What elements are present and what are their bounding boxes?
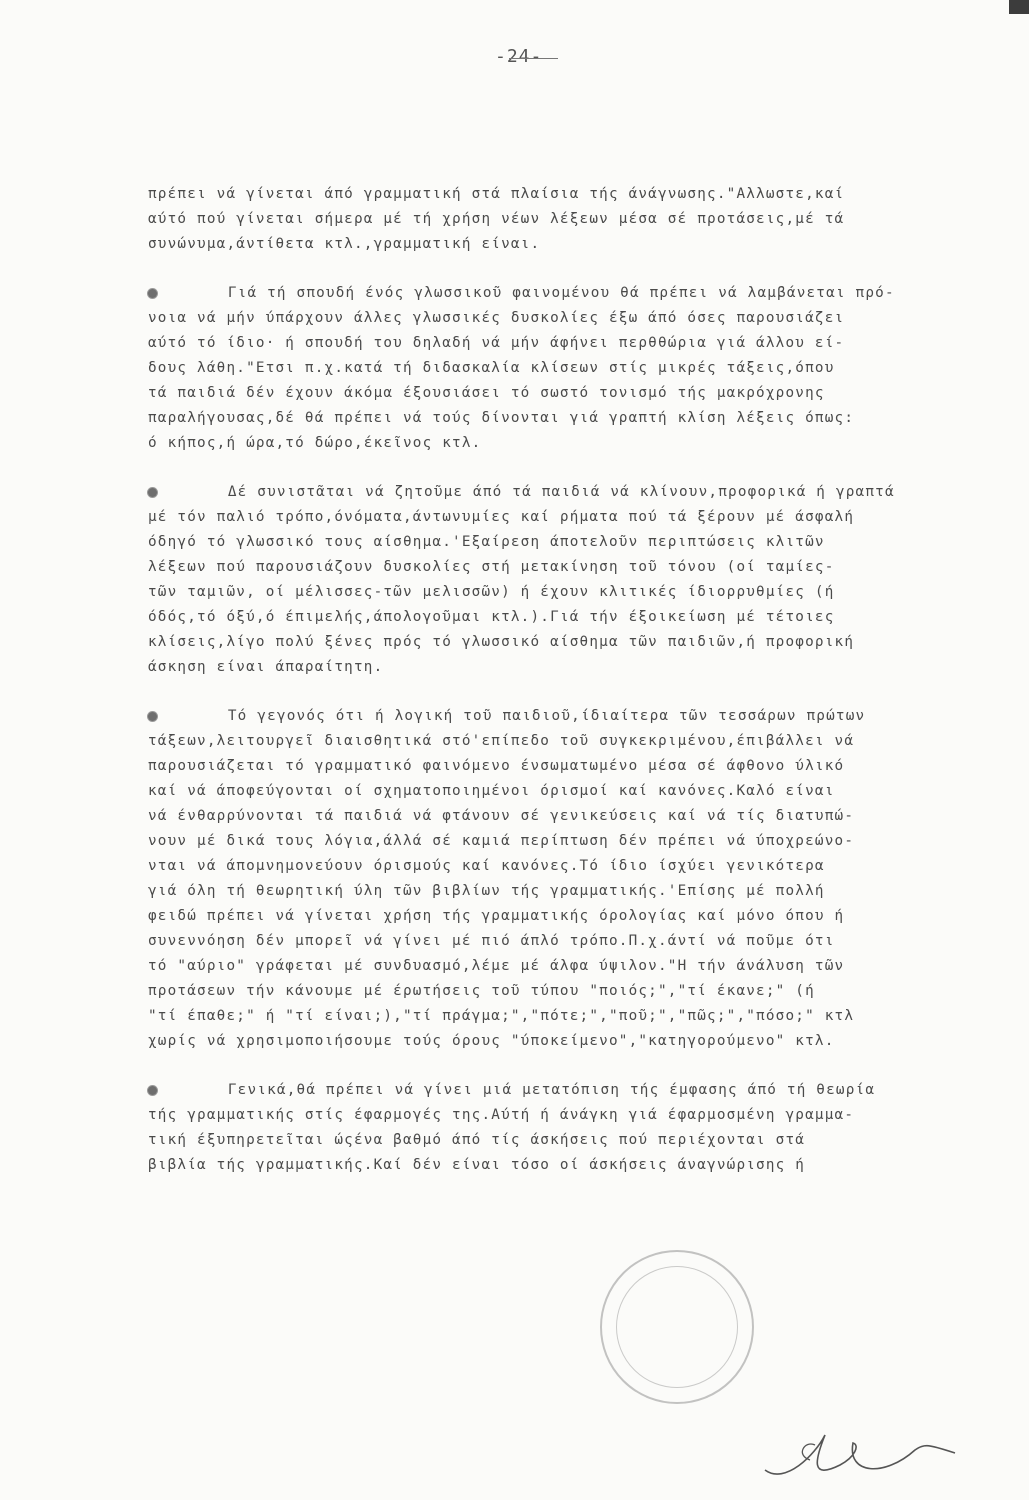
text-line	[148, 1004, 1018, 1029]
line-text: όδός,τό όξύ,ό έπιμελής,άπολογοῦμαι κτλ.).Γιά τήν έξοικείωση μέ τέτοιες	[148, 609, 835, 625]
paragraph	[148, 182, 1018, 257]
line-text: όδηγό τό γλωσσικό τους αίσθημα.'Εξαίρεση άποτελοῦν περιπτώσεις κλιτῶν	[148, 534, 825, 550]
text-line	[148, 356, 1018, 381]
text-line	[148, 754, 1018, 779]
line-text: καί νά άποφεύγονται οί σχηματοποιημένοι όρισμοί καί κανόνες.Καλό είναι	[148, 783, 835, 799]
document-body	[148, 182, 1018, 1202]
text-line	[148, 929, 1018, 954]
line-text: Δέ συνιστᾶται νά ζητοῦμε άπό τά παιδιά νά κλίνουν,προφορικά ή γραπτά	[227, 484, 895, 500]
line-text: Τό γεγονός ότι ή λογική τοῦ παιδιοῦ,ίδιαίτερα τῶν τεσσάρων πρώτων	[227, 708, 866, 724]
line-text: προτάσεων τήν κάνουμε μέ έρωτήσεις τοῦ τύπου "ποιός;","τί έκανε;" (ή	[148, 983, 815, 999]
line-text: νά ένθαρρύνονται τά παιδιά νά φτάνουν σέ γενικεύσεις καί νά τίς διατυπώ-	[148, 808, 855, 824]
bullet-icon	[148, 488, 157, 497]
text-line	[148, 979, 1018, 1004]
text-line	[148, 306, 1018, 331]
bullet-icon	[148, 289, 157, 298]
text-line	[148, 505, 1018, 530]
line-text: συνώνυμα,άντίθετα κτλ.,γραμματική είναι.	[148, 236, 541, 252]
text-line	[148, 704, 1018, 729]
text-line	[148, 431, 1018, 456]
line-text: ό κήπος,ή ώρα,τό δώρο,έκεῖνος κτλ.	[148, 435, 482, 451]
text-line	[148, 779, 1018, 804]
text-line	[148, 406, 1018, 431]
line-text: τῶν ταμιῶν, οί μέλισσες-τῶν μελισσῶν) ή έχουν κλιτικές ίδιορρυθμίες (ή	[148, 584, 835, 600]
text-line	[148, 954, 1018, 979]
line-text: μέ τόν παλιό τρόπο,όνόματα,άντωνυμίες καί ρήματα πού τά ξέρουν μέ άσφαλή	[148, 509, 855, 525]
text-line	[148, 904, 1018, 929]
text-line	[148, 729, 1018, 754]
text-line	[148, 580, 1018, 605]
text-line	[148, 182, 1018, 207]
line-text: τό "αύριο" γράφεται μέ συνδυασμό,λέμε μέ άλφα ύψιλον."Η τήν άνάλυση τῶν	[148, 958, 845, 974]
text-line	[148, 1153, 1018, 1178]
text-line	[148, 829, 1018, 854]
text-line	[148, 605, 1018, 630]
line-text: αύτό πού γίνεται σήμερα μέ τή χρήση νέων λέξεων μέσα σέ προτάσεις,μέ τά	[148, 211, 845, 227]
line-text: άσκηση είναι άπαραίτητη.	[148, 659, 384, 675]
text-line	[148, 232, 1018, 257]
line-text: τής γραμματικής στίς έφαρμογές της.Αύτή ή άνάγκη γιά έφαρμοσμένη γραμμα-	[148, 1107, 855, 1123]
line-text: λέξεων πού παρουσιάζουν δυσκολίες στή μετακίνηση τοῦ τόνου (οί ταμίες-	[148, 559, 835, 575]
line-text: Γιά τή σπουδή ένός γλωσσικοῦ φαινομένου θά πρέπει νά λαμβάνεται πρό-	[227, 285, 895, 301]
text-line	[148, 1128, 1018, 1153]
line-text: τά παιδιά δέν έχουν άκόμα έξουσιάσει τό σωστό τονισμό τής μακρόχρονης	[148, 385, 825, 401]
line-text: παραλήγουσας,δέ θά πρέπει νά τούς δίνονται γιά γραπτή κλίση λέξεις όπως:	[148, 410, 855, 426]
text-line	[148, 480, 1018, 505]
text-line	[148, 207, 1018, 232]
line-text: "τί έπαθε;" ή "τί είναι;),"τί πράγμα;","πότε;","ποῦ;","πῶς;","πόσο;" κτλ	[148, 1008, 855, 1024]
line-text: τική έξυπηρετεῖται ώςένα βαθμό άπό τίς άσκήσεις πού περιέχονται στά	[148, 1132, 806, 1148]
text-line	[148, 331, 1018, 356]
line-text: βιβλία τής γραμματικής.Καί δέν είναι τόσο οί άσκήσεις άναγνώρισης ή	[148, 1157, 806, 1173]
line-text: χωρίς νά χρησιμοποιήσουμε τούς όρους "ύποκείμενο","κατηγορούμενο" κτλ.	[148, 1033, 835, 1049]
text-line	[148, 381, 1018, 406]
signature-icon	[755, 1415, 985, 1495]
line-text: γιά όλη τή θεωρητική ύλη τῶν βιβλίων τής γραμματικής.'Επίσης μέ πολλή	[148, 883, 825, 899]
line-text: Γενικά,θά πρέπει νά γίνει μιά μετατόπιση τής έμφασης άπό τή θεωρία	[227, 1082, 876, 1098]
bullet-icon	[148, 712, 157, 721]
text-line	[148, 281, 1018, 306]
text-line	[148, 630, 1018, 655]
paragraph	[148, 1078, 1018, 1178]
text-line	[148, 555, 1018, 580]
paragraph	[148, 704, 1018, 1054]
line-text: νουν μέ δικά τους λόγια,άλλά σέ καμιά περίπτωση δέν πρέπει νά ύποχρεώνο-	[148, 833, 855, 849]
text-line	[148, 879, 1018, 904]
line-text: παρουσιάζεται τό γραμματικό φαινόμενο ένσωματωμένο μέσα σέ άφθονο ύλικό	[148, 758, 845, 774]
text-line	[148, 1078, 1018, 1103]
bullet-icon	[148, 1086, 157, 1095]
page-number: -24-	[495, 46, 543, 67]
line-text: κλίσεις,λίγο πολύ ξένες πρός τό γλωσσικό αίσθημα τῶν παιδιῶν,ή προφορική	[148, 634, 855, 650]
text-line	[148, 804, 1018, 829]
scan-edge-mark	[1009, 0, 1029, 14]
line-text: νται νά άπομνημονεύουν όρισμούς καί κανόνες.Τό ίδιο ίσχύει γενικότερα	[148, 858, 825, 874]
line-text: φειδώ πρέπει νά γίνεται χρήση τής γραμματικής όρολογίας καί μόνο όπου ή	[148, 908, 845, 924]
text-line	[148, 530, 1018, 555]
line-text: πρέπει νά γίνεται άπό γραμματική στά πλαίσια τής άνάγνωσης."Αλλωστε,καί	[148, 186, 845, 202]
line-text: συνεννόηση δέν μπορεῖ νά γίνει μέ πιό άπλό τρόπο.Π.χ.άντί νά ποῦμε ότι	[148, 933, 835, 949]
line-text: δους λάθη."Ετσι π.χ.κατά τή διδασκαλία κλίσεων στίς μικρές τάξεις,όπου	[148, 360, 835, 376]
paragraph	[148, 480, 1018, 680]
line-text: τάξεων,λειτουργεῖ διαισθητικά στό'επίπεδο τοῦ συγκεκριμένου,έπιβάλλει νά	[148, 733, 855, 749]
institution-stamp	[600, 1250, 754, 1404]
line-text: αύτό τό ίδιο· ή σπουδή του δηλαδή νά μήν άφήνει περθθώρια γιά άλλου εί-	[148, 335, 845, 351]
text-line	[148, 854, 1018, 879]
text-line	[148, 655, 1018, 680]
text-line	[148, 1103, 1018, 1128]
paragraph	[148, 281, 1018, 456]
text-line	[148, 1029, 1018, 1054]
line-text: νοια νά μήν ύπάρχουν άλλες γλωσσικές δυσκολίες έξω άπό όσες παρουσιάζει	[148, 310, 845, 326]
